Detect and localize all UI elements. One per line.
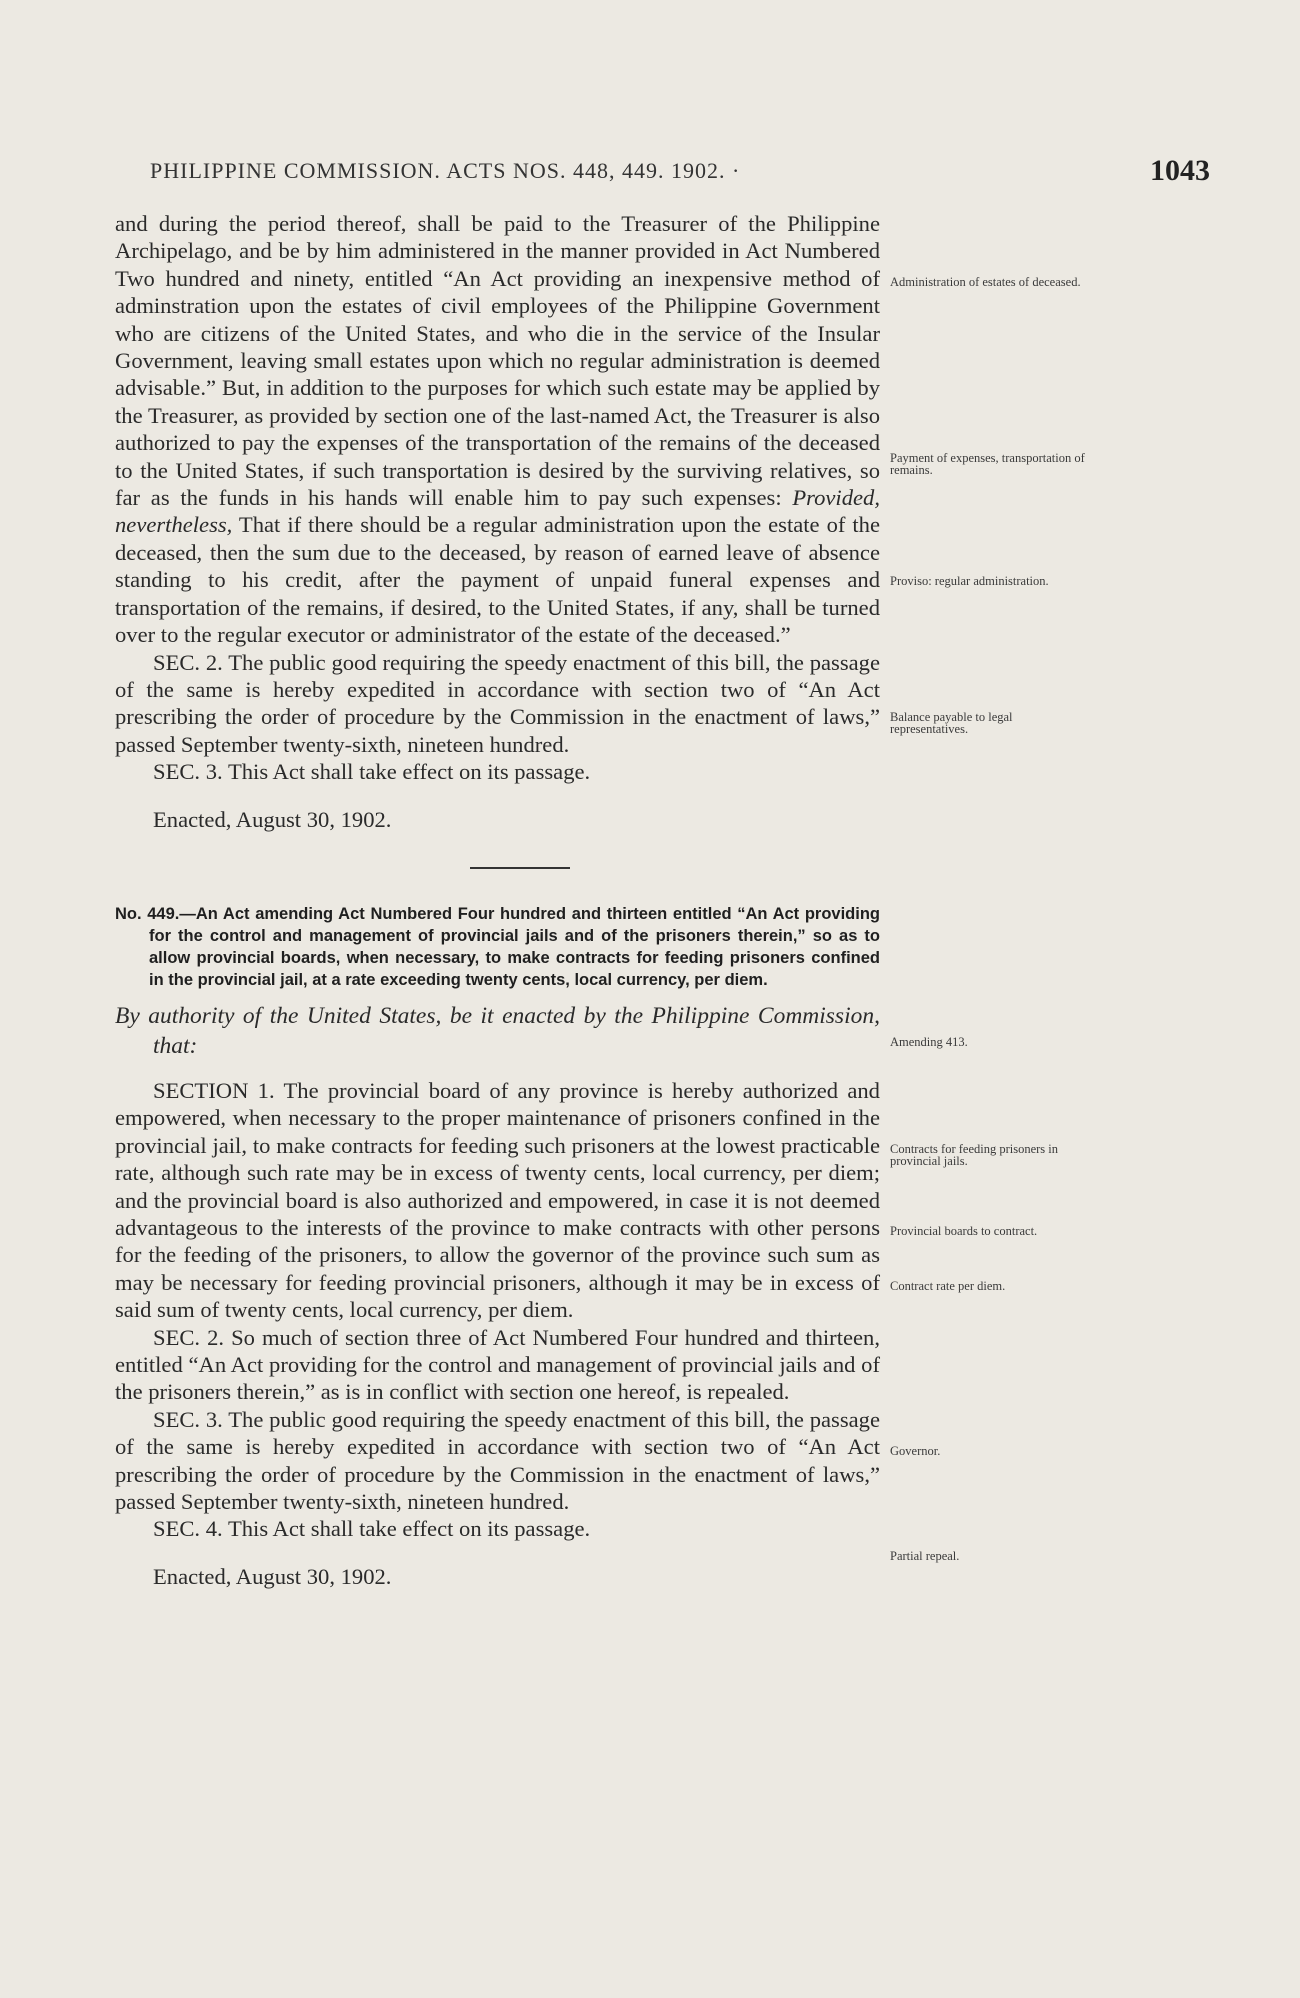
margin-note: Partial repeal. <box>890 1549 960 1563</box>
margin-note: Contract rate per diem. <box>890 1279 1006 1293</box>
act449-section-3 <box>115 1406 880 1516</box>
running-head: PHILIPPINE COMMISSION. ACTS NOS. 448, 449. 1902. · <box>150 158 741 183</box>
section-text: The public good requiring the speedy enactment of this bill, the passage of the same is hereby expedited in accordance with section two of “An Act prescribing the order of procedure by the Commission in the enactment of laws,” passed September twenty-sixth, nineteen hundred. <box>115 649 880 757</box>
page-header <box>150 154 1210 198</box>
act448-section-2 <box>115 649 880 759</box>
section-label: SEC. 4. <box>153 1516 223 1542</box>
continued-paragraph <box>115 210 880 649</box>
section-label: SEC. 3. <box>153 759 223 785</box>
margin-note: Governor. <box>890 1444 941 1458</box>
continued-text: and during the period thereof, shall be paid to the Treasurer of the Philippine Archipelago, and be by him administered in the manner provided in Act Numbered Two hundred and ninety, entitled “An Act providing an inexpensive method of adminstration upon the estates of civil employees of the Philippine Government who are citizens of the United States, and who die in the service of the Insular Government, leaving small estates upon which no regular administration is deemed advisable.” But, in addition to the purposes for which such estate may be applied by the Treasurer, as provided by section one of the last-named Act, the Treasurer is also authorized to pay the expenses of the transportation of the remains of the deceased to the United States, if such transportation is desired by the surviving relatives, so far as the funds in his hands will enable him to pay such expenses: <box>115 211 880 511</box>
section-text: The public good requiring the speedy enactment of this bill, the passage of the same is hereby expedited in accordance with section two of “An Act prescribing the order of procedure by the Commission in the enactment of laws,” passed September twenty-sixth, nineteen hundred. <box>115 1406 880 1515</box>
margin-note: Proviso: regular administration. <box>890 574 1049 588</box>
section-text: So much of section three of Act Numbered Four hundred and thirteen, entitled “An Act providing for the control and management of provincial jails and of the prisoners therein,” as is in conflict with section one hereof, is repealed. <box>115 1324 880 1405</box>
page-number: 1043 <box>1150 154 1210 187</box>
act449-title: No. 449.—An Act amending Act Numbered Four hundred and thirteen entitled “An Act providing for the control and management of provincial jails and of the prisoners therein,” so as to allow provincial boards, when necessary, to make contracts for feeding prisoners confined in the provincial jail, at a rate exceeding twenty cents, local currency, per diem. <box>115 904 880 989</box>
divider-rule <box>470 867 570 869</box>
act449-section-4 <box>115 1515 880 1542</box>
section-text: This Act shall take effect on its passage. <box>227 759 591 785</box>
margin-note: Payment of expenses, transportation of remains. <box>890 451 1085 477</box>
act449-enacted: Enacted, August 30, 1902. <box>153 1563 392 1589</box>
act449-section-1 <box>115 1077 880 1324</box>
act448-section-3 <box>115 758 880 785</box>
section-label: SEC. 3. <box>153 1406 223 1432</box>
margin-note: Administration of estates of deceased. <box>890 275 1081 289</box>
margin-note: Provincial boards to contract. <box>890 1224 1038 1238</box>
section-text: The provincial board of any province is hereby authorized and empowered, when necessary to the proper maintenance of prisoners confined in the provincial jail, to make contracts for feeding such prisoners at the lowest practicable rate, although such rate may be in excess of twenty cents, local currency, per diem; and the provincial board is also authorized and empowered, in case it is not deemed advantageous to the interests of the province to make contracts with other persons for the feeding of the prisoners, to allow the governor of the province such sum as may be necessary for feeding provincial prisoners, although it may be in excess of said sum of twenty cents, local currency, per diem. <box>115 1077 880 1323</box>
margin-note: Contracts for feeding prisoners in provincial jails. <box>890 1142 1059 1168</box>
margin-note: Balance payable to legal representatives. <box>890 710 1013 736</box>
continued-text-end: That if there should be a regular administration upon the estate of the deceased, then the sum due to the deceased, by reason of earned leave of absence standing to his credit, after the payment of unpaid funeral expenses and transportation of the remains, if desired, to the United States, if any, shall be turned over to the regular executor or administrator of the estate of the deceased.” <box>115 512 880 648</box>
act448-enacted: Enacted, August 30, 1902. <box>153 806 392 832</box>
act449-section-2 <box>115 1324 880 1406</box>
section-label: SECTION 1. <box>153 1077 275 1103</box>
section-label: SEC. 2. <box>153 649 223 675</box>
section-label: SEC. 2. <box>153 1324 225 1350</box>
main-text <box>115 210 880 1590</box>
proviso-word: Provided, nevertheless, <box>115 485 880 538</box>
margin-note: Amending 413. <box>890 1035 968 1049</box>
enacting-clause: By authority of the United States, be it enacted by the Philippine Commission, that: <box>115 1002 880 1059</box>
section-text: This Act shall take effect on its passage. <box>227 1516 591 1542</box>
